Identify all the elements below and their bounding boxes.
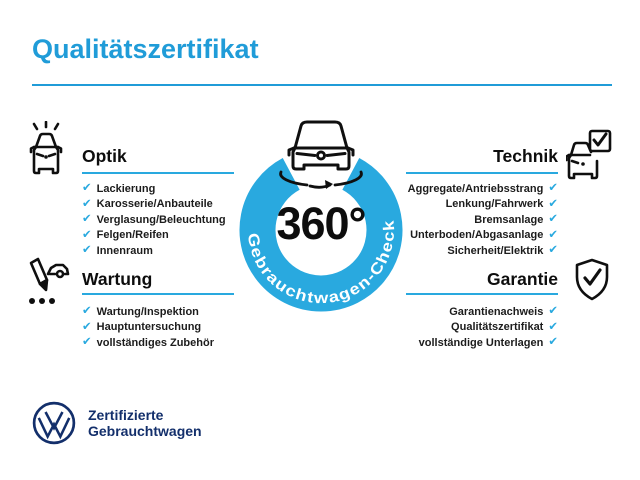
check-icon: ✔ xyxy=(548,213,558,225)
check-icon: ✔ xyxy=(548,244,558,256)
item-label: Verglasung/Beleuchtung xyxy=(96,213,226,226)
vw-logo xyxy=(32,401,76,445)
item-label: Aggregate/Antriebsstrang xyxy=(407,182,544,195)
check-icon: ✔ xyxy=(548,228,558,241)
check-item xyxy=(368,335,558,351)
check-icon: ✔ xyxy=(548,336,558,348)
item-label: Lenkung/Fahrwerk xyxy=(445,198,544,211)
item-label: vollständige Unterlagen xyxy=(418,336,544,349)
check-icon: ✔ xyxy=(82,305,92,317)
degree-label: 360° xyxy=(276,198,366,249)
item-label: Wartung/Inspektion xyxy=(96,305,199,318)
item-label: Garantienachweis xyxy=(449,305,544,318)
check-icon: ✔ xyxy=(82,213,92,225)
check-item xyxy=(82,335,272,351)
check-icon: ✔ xyxy=(548,320,558,333)
check-item xyxy=(82,320,272,336)
section-rule-technik xyxy=(406,172,558,174)
check-icon: ✔ xyxy=(548,182,558,194)
item-label: Karosserie/Anbauteile xyxy=(96,198,213,211)
section-rule-optik xyxy=(82,172,234,174)
item-label: Bremsanlage xyxy=(474,213,544,226)
check-icon: ✔ xyxy=(548,197,558,210)
brand-line1: Zertifizierte xyxy=(88,407,164,423)
ring-label: Gebrauchtwagen-Check xyxy=(243,220,399,308)
car-checkbox-icon xyxy=(566,128,612,182)
shield-check-icon xyxy=(574,258,610,302)
check-icon: ✔ xyxy=(548,305,558,317)
check-icon: ✔ xyxy=(82,336,92,348)
center-360-badge xyxy=(228,108,414,320)
check-icon: ✔ xyxy=(82,320,92,333)
check-icon: ✔ xyxy=(82,182,92,194)
pencil-car-checklist-icon xyxy=(22,255,70,309)
page-title: Qualitätszertifikat xyxy=(32,34,259,64)
item-label: Innenraum xyxy=(96,244,153,257)
item-label: Qualitätszertifikat xyxy=(451,321,544,334)
item-label: Unterboden/Abgasanlage xyxy=(410,229,544,242)
brand-line2: Gebrauchtwagen xyxy=(88,423,202,439)
check-icon: ✔ xyxy=(82,228,92,241)
item-label: Felgen/Reifen xyxy=(96,229,169,242)
item-label: Sicherheit/Elektrik xyxy=(447,244,544,257)
section-rule-garantie xyxy=(406,293,558,295)
brand-claim xyxy=(88,407,202,439)
section-title-technik: Technik xyxy=(493,146,558,166)
check-icon: ✔ xyxy=(82,244,92,256)
item-label: vollständiges Zubehör xyxy=(96,336,214,349)
item-label: Hauptuntersuchung xyxy=(96,321,202,334)
car-shine-icon xyxy=(24,121,68,179)
title-divider xyxy=(32,84,612,86)
item-label: Lackierung xyxy=(96,182,156,195)
section-title-optik: Optik xyxy=(82,146,127,166)
section-title-garantie: Garantie xyxy=(487,269,558,289)
section-rule-wartung xyxy=(82,293,234,295)
check-item xyxy=(368,320,558,336)
section-title-wartung: Wartung xyxy=(82,269,153,289)
check-icon: ✔ xyxy=(82,197,92,210)
